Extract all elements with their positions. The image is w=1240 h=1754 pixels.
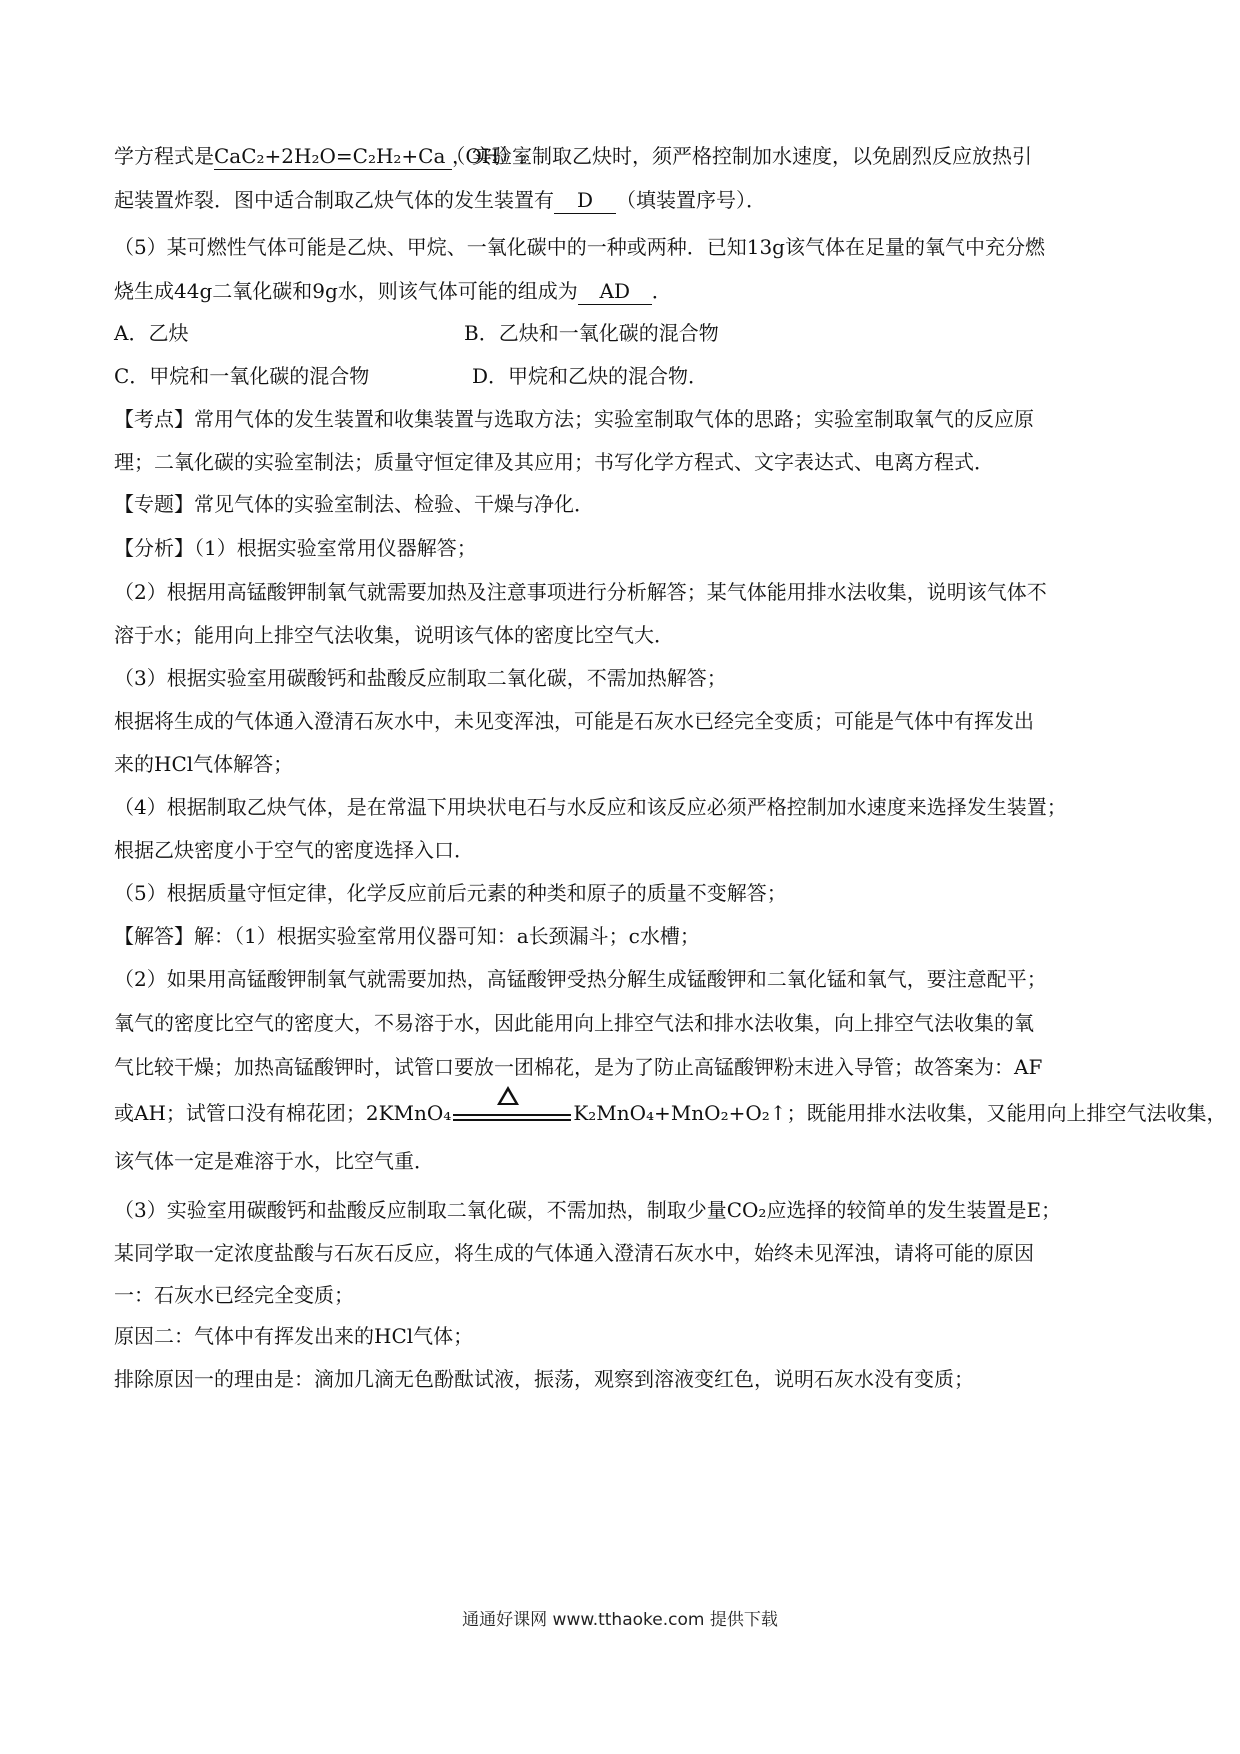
equation-line xyxy=(114,1098,1227,1130)
option-d: D．甲烷和乙炔的混合物． xyxy=(472,364,709,388)
text-line: 气比较干燥；加热高锰酸钾时，试管口要放一团棉花，是为了防止高锰酸钾粉末进入导管；故答案为：AF xyxy=(114,1055,1043,1079)
text-line: 根据将生成的气体通入澄清石灰水中，未见变浑浊，可能是石灰水已经完全变质；可能是气体中有挥发出 xyxy=(114,709,1034,733)
text-line: 氧气的密度比空气的密度大，不易溶于水，因此能用向上排空气法和排水法收集，向上排空气法收集的氧 xyxy=(114,1011,1034,1035)
text-line: 排除原因一的理由是：滴加几滴无色酚酞试液，振荡，观察到溶液变红色，说明石灰水没有变质； xyxy=(114,1367,974,1391)
text-span: ． xyxy=(651,279,672,303)
text-line: （2）如果用高锰酸钾制氧气就需要加热，高锰酸钾受热分解生成锰酸钾和二氧化锰和氧气，要注意配平； xyxy=(114,967,1047,991)
text-span: 起装置炸裂．图中适合制取乙炔气体的发生装置有 xyxy=(114,188,554,212)
delta-icon xyxy=(497,1086,519,1105)
text-line: 【解答】解：（1）根据实验室常用仪器可知：a长颈漏斗；c水槽； xyxy=(114,924,700,948)
answer-blank: D xyxy=(554,187,616,214)
answer-blank: AD xyxy=(578,278,652,305)
text-line: 【分析】（1）根据实验室常用仪器解答； xyxy=(114,536,477,560)
text-line: 【专题】常见气体的实验室制法、检验、干燥与净化． xyxy=(114,492,594,516)
option-b: B．乙炔和一氧化碳的混合物 xyxy=(464,321,719,345)
text-line: 一：石灰水已经完全变质； xyxy=(114,1283,354,1307)
text-line: （5）根据质量守恒定律，化学反应前后元素的种类和原子的质量不变解答； xyxy=(114,881,787,905)
text-line: 溶于水；能用向上排空气法收集，说明该气体的密度比空气大． xyxy=(114,623,674,647)
text-line: （2）根据用高锰酸钾制氧气就需要加热及注意事项进行分析解答；某气体能用排水法收集，说明该气体不 xyxy=(114,580,1047,604)
text-line: （3）根据实验室用碳酸钙和盐酸反应制取二氧化碳，不需加热解答； xyxy=(114,666,727,690)
text-line: 某同学取一定浓度盐酸与石灰石反应，将生成的气体通入澄清石灰水中，始终未见浑浊，请将可能的原因 xyxy=(114,1241,1034,1265)
text-line xyxy=(114,141,1032,171)
text-line: （3）实验室用碳酸钙和盐酸反应制取二氧化碳，不需加热，制取少量CO₂应选择的较简单的发生装置是E； xyxy=(114,1198,1062,1222)
page-footer: 通通好课网 www.tthaoke.com 提供下载 xyxy=(462,1610,778,1630)
text-line: 理；二氧化碳的实验室制法；质量守恒定律及其应用；书写化学方程式、文字表达式、电离方程式． xyxy=(114,450,994,474)
text-line: 原因二：气体中有挥发出来的HCl气体； xyxy=(114,1324,474,1348)
text-line: 根据乙炔密度小于空气的密度选择入口． xyxy=(114,838,474,862)
text-span: 学方程式是 xyxy=(114,144,214,168)
text-span: （填装置序号）． xyxy=(616,188,766,212)
text-line: 来的HCl气体解答； xyxy=(114,752,294,776)
text-line xyxy=(114,276,672,306)
text-line: 该气体一定是难溶于水，比空气重． xyxy=(114,1149,434,1173)
text-line xyxy=(114,185,766,215)
option-a: A．乙炔 xyxy=(114,321,189,345)
text-span: ，实验室制取乙炔时，须严格控制加水速度，以免剧烈反应放热引 xyxy=(452,144,1032,168)
heating-equals-sign xyxy=(453,1100,571,1130)
text-line: 【考点】常用气体的发生装置和收集装置与选取方法；实验室制取气体的思路；实验室制取氧气的反应原 xyxy=(114,407,1034,431)
text-line: （4）根据制取乙炔气体，是在常温下用块状电石与水反应和该反应必须严格控制加水速度来选择发生装置； xyxy=(114,795,1067,819)
option-c: C．甲烷和一氧化碳的混合物 xyxy=(114,364,370,388)
text-span: 或AH；试管口没有棉花团；2KMnO₄ xyxy=(114,1101,452,1125)
text-span: 烧生成44g二氧化碳和9g水，则该气体可能的组成为 xyxy=(114,279,578,303)
text-span: K₂MnO₄+MnO₂+O₂↑；既能用排水法收集，又能用向上排空气法收集， xyxy=(573,1101,1227,1125)
text-line: （5）某可燃性气体可能是乙炔、甲烷、一氧化碳中的一种或两种．已知13g该气体在足量的氧气中充分燃 xyxy=(114,235,1045,259)
answer-blank: CaC₂+2H₂O=C₂H₂+Ca（OH）₂ xyxy=(214,144,528,168)
